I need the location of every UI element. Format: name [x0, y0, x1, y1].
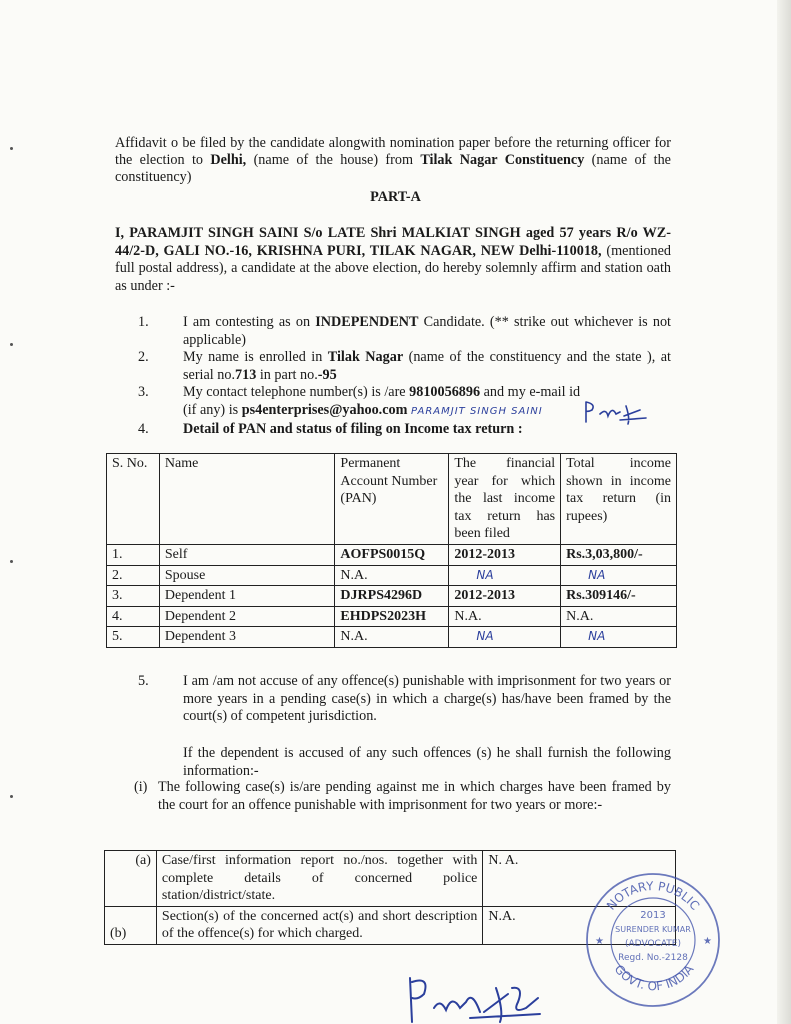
cell-sno: 2. [107, 565, 160, 586]
stamp-name: SURENDER KUMAR [615, 925, 691, 934]
punch-mark [10, 343, 13, 346]
cell-income: Rs.3,03,800/- [561, 545, 677, 566]
stamp-bottom-text: GOVT. OF INDIA [611, 962, 697, 994]
table-row [107, 627, 677, 648]
header-total-income: Total income shown in income tax return (in rupees) [561, 454, 677, 545]
cell-pan: EHDPS2023H [335, 606, 449, 627]
cell-year: N.A. [449, 606, 561, 627]
table-row [107, 606, 677, 627]
header-sno: S. No. [107, 454, 160, 545]
cell-name: Dependent 2 [159, 606, 335, 627]
part-heading: PART-A [370, 189, 421, 205]
svg-text:★: ★ [595, 936, 604, 947]
cell-income-handwritten: NA [588, 567, 606, 582]
cell-income: Rs.309146/- [561, 586, 677, 607]
svg-text:★: ★ [703, 936, 712, 947]
pan-table [106, 453, 677, 648]
item-2-text: My name is enrolled in Tilak Nagar (name of the constituency and the state ), at serial no.713 in part no.-95 [183, 349, 671, 383]
cell-sno: 5. [107, 627, 160, 648]
cell-name: Spouse [159, 565, 335, 586]
item-number: 5. [138, 673, 149, 689]
cell-pan: N.A. [335, 627, 449, 648]
cell-pan: DJRPS4296D [335, 586, 449, 607]
declaration-paragraph: I, PARAMJIT SINGH SAINI S/o LATE Shri MALKIAT SINGH aged 57 years R/o WZ-44/2-D, GALI NO.-16, KRISHNA PURI, TILAK NAGAR, NEW Delhi-110018, (mentioned full postal address), a candidate at the above election, do hereby solemnly affirm and station oath as under :- [115, 225, 671, 294]
cell-name: Dependent 3 [159, 627, 335, 648]
item-number: 2. [138, 349, 149, 365]
cell-name: Dependent 1 [159, 586, 335, 607]
dependent-note: If the dependent is accused of any such offences (s) he shall furnish the following information:- [183, 745, 671, 779]
punch-mark [10, 795, 13, 798]
cell-income: N.A. [561, 606, 677, 627]
candidate-signature [400, 968, 560, 1024]
item-number: 1. [138, 314, 149, 330]
cell-label: (b) [105, 906, 157, 944]
cell-year-handwritten: NA [476, 567, 494, 582]
cell-sno: 1. [107, 545, 160, 566]
cell-value: N.A. [483, 906, 676, 944]
cell-year: 2012-2013 [449, 586, 561, 607]
item-1-text: I am contesting as on INDEPENDENT Candidate. (** strike out whichever is not applicable) [183, 314, 671, 348]
cell-income-handwritten: NA [588, 629, 606, 643]
item-number: 3. [138, 384, 149, 400]
cell-description: Case/first information report no./nos. together with complete details of concerned police station/district/state. [156, 851, 482, 907]
cell-value: N. A. [483, 851, 676, 907]
punch-mark [10, 147, 13, 150]
header-financial-year: The financial year for which the last income tax return has been filed [449, 454, 561, 545]
sub-item-label: (i) [134, 779, 148, 795]
table-row [107, 565, 677, 586]
stamp-regd: Regd. No.-2128 [618, 953, 688, 963]
cell-label: (a) [105, 851, 157, 907]
page-edge-shadow [777, 0, 791, 1024]
cell-pan: N.A. [335, 565, 449, 586]
cell-year-handwritten: NA [476, 629, 494, 643]
pan-table-header-row [107, 454, 677, 545]
header-pan: Permanent Account Number (PAN) [335, 454, 449, 545]
item-3-text: My contact telephone number(s) is /are 9810056896 and my e-mail id (if any) is ps4enterprises@yahoo.com PARAMJIT SINGH SAINI [183, 384, 581, 418]
handwritten-name: PARAMJIT SINGH SAINI [410, 405, 543, 417]
table-row [107, 545, 677, 566]
notary-stamp [583, 868, 723, 1008]
intro-paragraph: Affidavit o be filed by the candidate alongwith nomination paper before the returning officer for the election to Delhi, (name of the house) from Tilak Nagar Constituency (name of the constituency) [115, 135, 671, 185]
cell-name: Self [159, 545, 335, 566]
stamp-role: (ADVOCATE) [625, 939, 681, 949]
svg-text:GOVT. OF INDIA [612, 962, 697, 994]
punch-mark [10, 560, 13, 563]
table-row [107, 586, 677, 607]
header-name: Name [159, 454, 335, 545]
cell-pan: AOFPS0015Q [335, 545, 449, 566]
item-5-text: I am /am not accuse of any offence(s) punishable with imprisonment for two years or more years in a pending case(s) in which a charge(s) has/have been framed by the court(s) of competent jurisdiction. [183, 673, 671, 724]
sub-item-i-content: The following case(s) is/are pending against me in which charges have been framed by the court for an offence punishable with imprisonment for two years or more:- [158, 779, 671, 813]
cell-sno: 3. [107, 586, 160, 607]
stamp-year: 2013 [640, 910, 666, 921]
item-4-text: Detail of PAN and status of filing on Income tax return : [183, 421, 523, 437]
item-number: 4. [138, 421, 149, 437]
sub-item-i-text [158, 779, 671, 814]
cell-year: 2012-2013 [449, 545, 561, 566]
cell-sno: 4. [107, 606, 160, 627]
stamp-top-text: NOTARY PUBLIC [603, 878, 703, 913]
cell-description: Section(s) of the concerned act(s) and short description of the offence(s) for which charged. [156, 906, 482, 944]
